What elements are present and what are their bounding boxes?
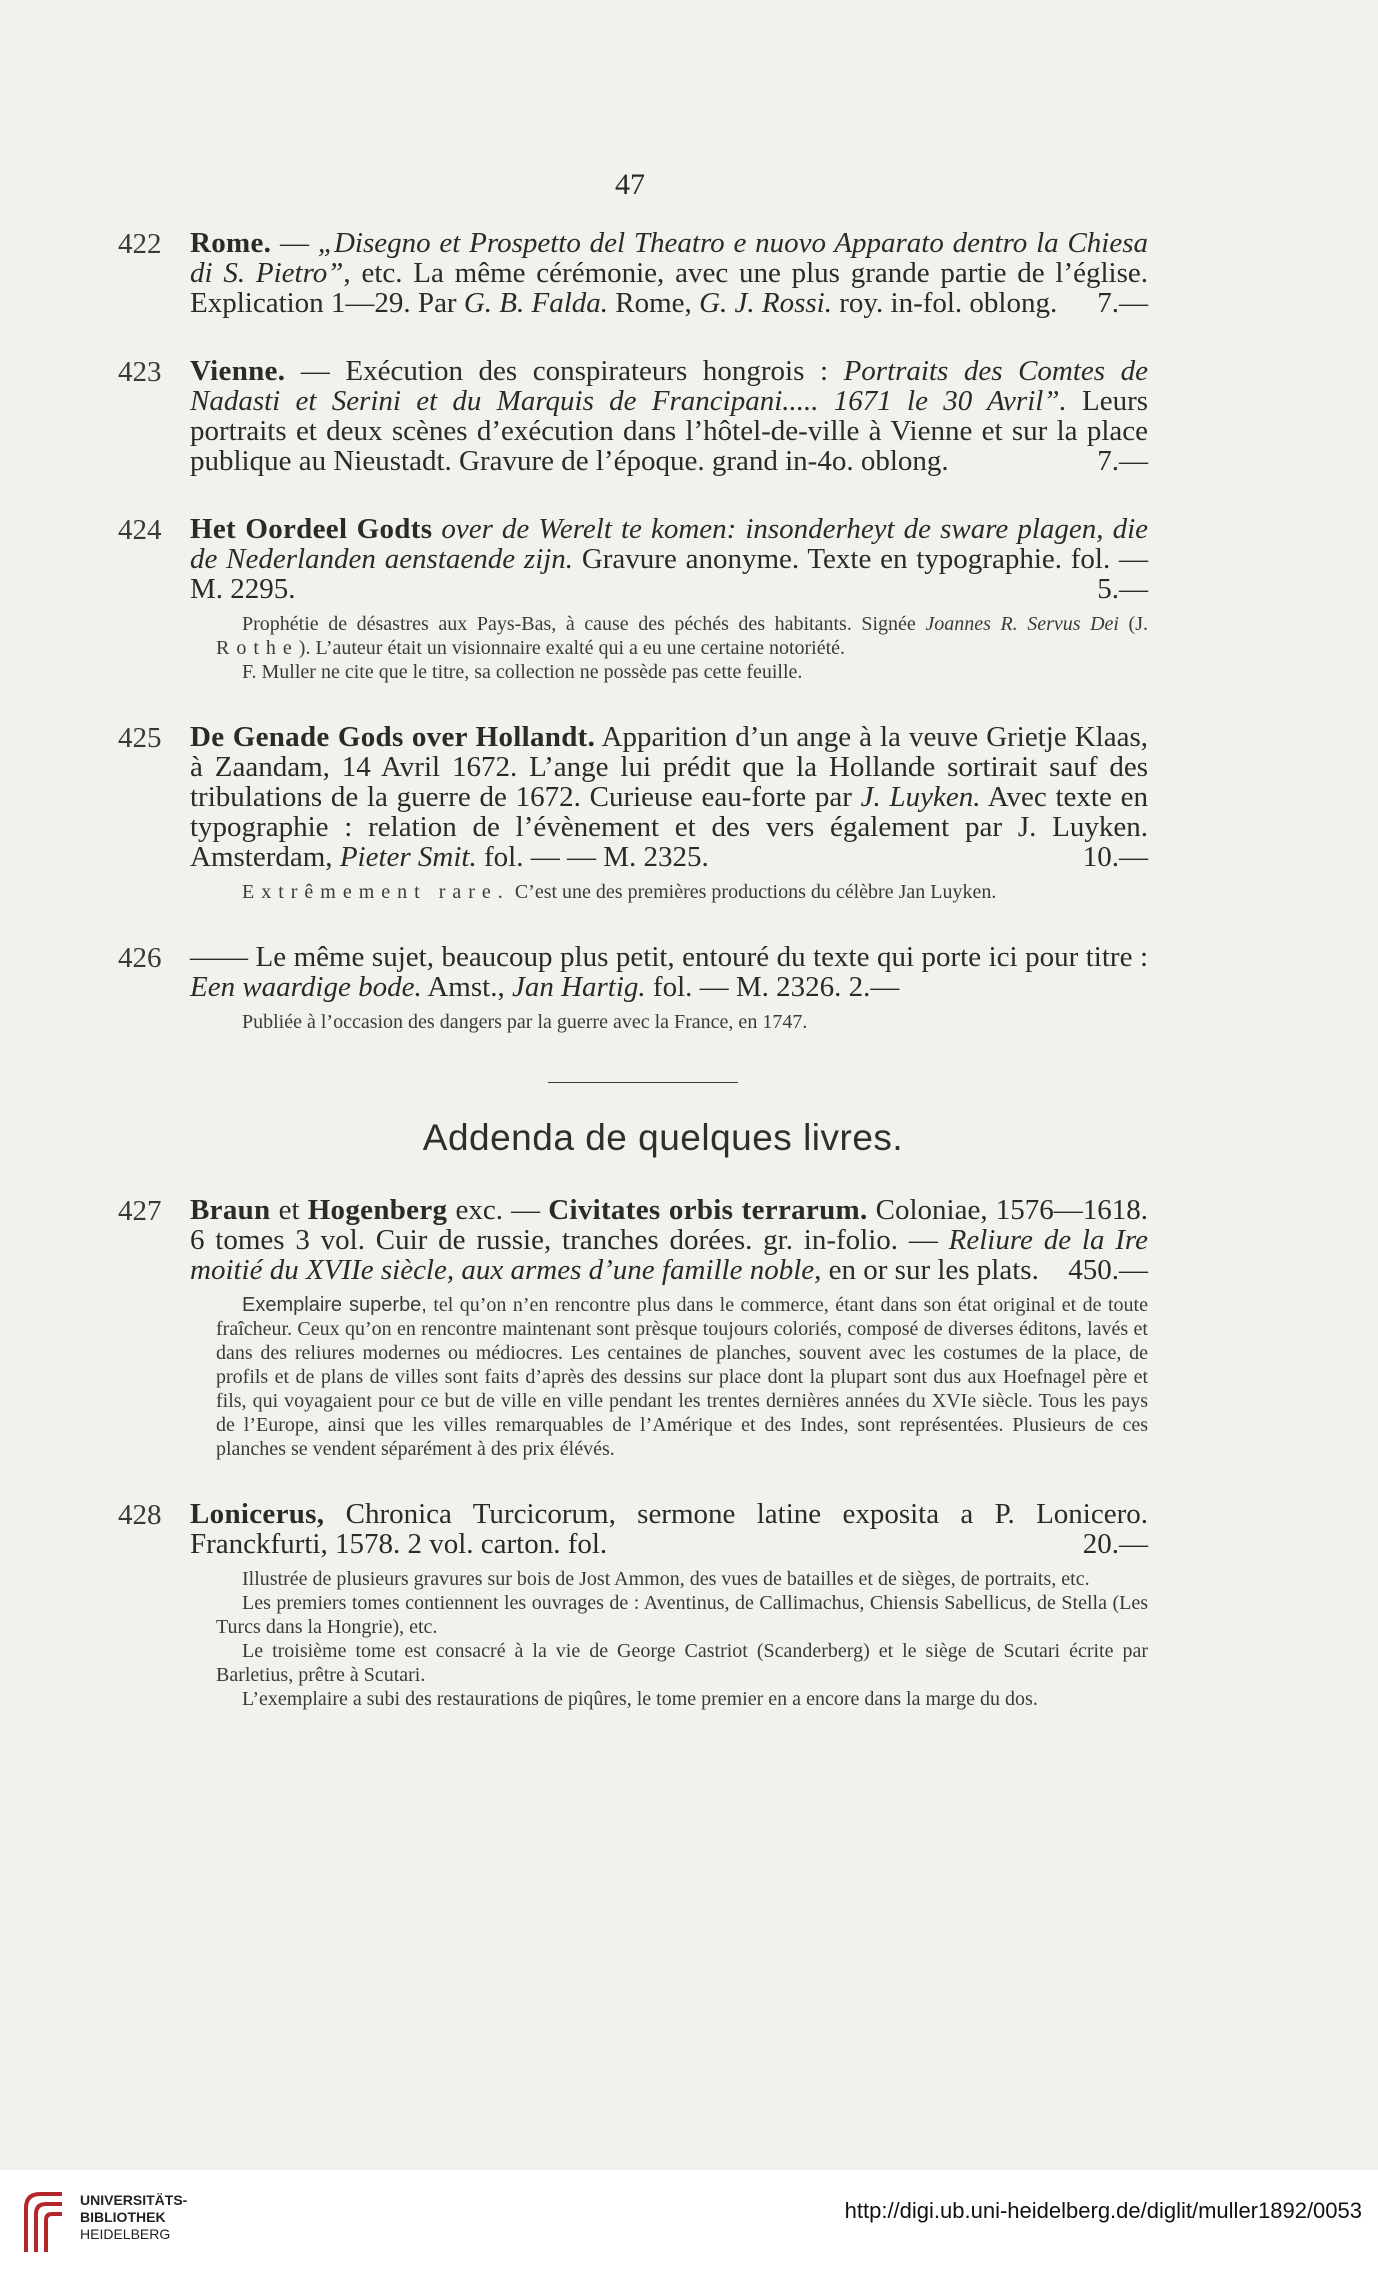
text-run: Jan Hartig. <box>511 971 646 1003</box>
text-run: fol. — — M. 2325. <box>476 841 709 873</box>
entry-price: 450.— <box>1068 1254 1148 1286</box>
text-run: Vienne. <box>190 355 286 387</box>
entry-number: 422 <box>118 228 162 260</box>
catalogue-entries <box>118 228 1148 1034</box>
footer-bar <box>0 2170 1378 2270</box>
text-run: fol. — M. 2326. 2.— <box>645 971 900 1003</box>
text-run: — <box>271 227 318 259</box>
text-run: Portraits des Comtes de Nadasti et Serini et du Marquis de Francipani..... 1671 le 30 Avril”. <box>190 355 1148 417</box>
text-run: , etc. La même cérémonie, avec une plus grande partie de l’église. Explication 1—29. Par <box>190 257 1148 319</box>
entry-number: 424 <box>118 514 162 546</box>
text-run: L’exemplaire a subi des restaurations de piqûres, le tome premier en a encore dans la marge du dos. <box>242 1688 1038 1710</box>
text-run: Rome. <box>190 227 272 259</box>
section-divider <box>548 1082 738 1083</box>
entry-price: 7.— <box>1097 287 1148 319</box>
note-paragraph <box>216 612 1148 660</box>
catalogue-entry <box>118 356 1148 476</box>
text-run: Exemplaire superbe, <box>242 1294 427 1316</box>
text-run: Joannes R. Servus Dei <box>925 613 1119 635</box>
entry-description <box>190 1195 1148 1285</box>
text-run: Het Oordeel Godts <box>190 513 433 545</box>
entry-note <box>216 880 1148 904</box>
source-url-link[interactable]: http://digi.ub.uni-heidelberg.de/diglit/muller1892/0053 <box>844 2198 1362 2223</box>
note-paragraph <box>216 660 1148 684</box>
library-name-line: UNIVERSITÄTS- <box>80 2192 188 2208</box>
entry-price: 7.— <box>1097 445 1148 477</box>
text-run: — Exécution des conspirateurs hongrois : <box>285 355 844 387</box>
entry-number: 426 <box>118 942 162 974</box>
text-run: exc. — <box>447 1194 549 1226</box>
catalogue-entry <box>118 942 1148 1034</box>
catalogue-entry <box>118 1195 1148 1461</box>
note-paragraph <box>216 1687 1148 1711</box>
text-run: F. Muller ne cite que le titre, sa collection ne possède pas cette feuille. <box>242 661 803 683</box>
entry-description <box>190 356 1148 476</box>
text-run: over de Werelt te komen: insonderheyt de sware plagen, die de Nederlanden aenstaende zijn. <box>190 513 1149 575</box>
text-run: Les premiers tomes contiennent les ouvrages de : Aventinus, de Callimachus, Chiensis Sabellicus, de Stella (Les Turcs dans la Hongrie), etc. <box>216 1592 1148 1638</box>
text-run: Leurs portraits et deux scènes d’exécution dans l’hôtel-de-ville à Vienne et sur la place publique au Nieustadt. Gravure de l’époque. grand in-4o. oblong. <box>190 385 1149 477</box>
text-run: Extrêmement rare. <box>242 881 510 903</box>
library-name-line: HEIDELBERG <box>80 2226 171 2242</box>
entry-note <box>216 1010 1148 1034</box>
text-run: C’est une des premières productions du célèbre Jan Luyken. <box>509 881 997 903</box>
catalogue-entry <box>118 228 1148 318</box>
entry-price: 10.— <box>1082 841 1148 873</box>
library-name-line: BIBLIOTHEK <box>80 2209 166 2225</box>
text-run <box>432 513 441 545</box>
section-title: Addenda de quelques livres. <box>422 1117 904 1158</box>
text-run: roy. in-fol. oblong. <box>831 287 1058 319</box>
addenda-entries <box>118 1195 1148 1711</box>
text-run: Apparition d’un ange à la veuve Grietje Klaas, à Zaandam, 14 Avril 1672. L’ange lui prédit que la Hollande sortirait sauf des tribulations de la guerre de 1672. Curieuse eau-forte par <box>190 721 1148 813</box>
note-paragraph <box>216 1567 1148 1591</box>
text-run: Braun <box>190 1194 271 1226</box>
text-run: en or sur les plats. <box>821 1254 1039 1286</box>
text-run: Rothe <box>216 637 299 659</box>
text-run: Pieter Smit. <box>339 841 477 873</box>
entry-note <box>216 1567 1148 1711</box>
entry-price: 5.— <box>1097 573 1148 605</box>
text-run: Le troisième tome est consacré à la vie de George Castriot (Scanderberg) et le siège de Scutari écrite par Barletius, prêtre à Scutari. <box>216 1640 1148 1686</box>
text-run: (J. <box>1119 613 1148 635</box>
text-run: Amst., <box>421 971 512 1003</box>
entry-description <box>190 1499 1148 1559</box>
page-number: 47 <box>615 168 645 201</box>
text-run: „Disegno et Prospetto del Theatro e nuovo Apparato dentro la Chiesa di S. Pietro” <box>190 227 1148 289</box>
text-run: ). L’auteur était un visionnaire exalté qui a eu une certaine notoriété. <box>298 637 846 659</box>
text-run: Een waardige bode. <box>190 971 422 1003</box>
note-paragraph <box>216 880 1148 904</box>
text-run: Lonicerus, <box>190 1498 325 1530</box>
entry-note <box>216 1293 1148 1461</box>
text-run: Illustrée de plusieurs gravures sur bois de Jost Ammon, des vues de batailles et de sièges, de portraits, etc. <box>242 1568 1090 1590</box>
entry-description <box>190 228 1148 318</box>
text-run: tel qu’on n’en rencontre plus dans le commerce, étant dans son état original et de toute fraîcheur. Ceux qu’on en rencontre maintenant sont prèsque toujours coloriés, composé de diverses éditons, lavés et dans des reliures modernes ou médiocres. Les centaines de planches, souvent avec les costumes de la place, de profils et de plans de villes sont faits d’après des dessins sur place dont la plupart sont dus aux Hoefnagel père et fils, qui voyagaient pour ce but de ville en ville pendant les trentes dernières années du XVIe siècle. Tous les pays de l’Europe, ainsi que les villes remarquables de l’Amérique et des Indes, sont représentées. Plusieurs de ces planches se vendent séparément à des prix élévés. <box>216 1294 1148 1460</box>
catalogue-entry <box>118 1499 1148 1711</box>
text-run: G. J. Rossi. <box>699 287 832 319</box>
entry-description <box>190 722 1148 872</box>
entry-number: 425 <box>118 722 162 754</box>
text-run: Civitates orbis terrarum. <box>548 1194 868 1226</box>
entry-description <box>190 514 1148 604</box>
text-run: Coloniae, 1576—1618. 6 tomes 3 vol. Cuir de russie, tranches dorées. gr. in-folio. — <box>190 1194 1148 1256</box>
note-paragraph <box>216 1293 1148 1461</box>
catalogue-entry <box>118 514 1148 684</box>
catalogue-content <box>118 228 1148 1749</box>
note-paragraph <box>216 1591 1148 1639</box>
text-run: Hogenberg <box>307 1194 448 1226</box>
library-logo-icon <box>16 2186 72 2256</box>
text-run: Gravure anonyme. Texte en typographie. fol. — M. 2295. <box>190 543 1148 605</box>
text-run: Publiée à l’occasion des dangers par la guerre avec la France, en 1747. <box>242 1011 808 1033</box>
text-run: G. B. Falda. <box>463 287 609 319</box>
text-run: Avec texte en typographie : relation de l’évènement et des vers également par J. Luyken. Amsterdam, <box>190 781 1148 873</box>
text-run: Reliure de la Ire moitié du XVIIe siècle, aux armes d’une famille noble, <box>190 1224 1148 1286</box>
note-paragraph <box>216 1639 1148 1687</box>
entry-price: 20.— <box>1082 1528 1148 1560</box>
note-paragraph <box>216 1010 1148 1034</box>
text-run: —— Le même sujet, beaucoup plus petit, entouré du texte qui porte ici pour titre : <box>190 941 1148 973</box>
text-run: Chronica Turcicorum, sermone latine exposita a P. Lonicero. Franckfurti, 1578. 2 vol. carton. fol. <box>190 1498 1148 1560</box>
text-run: Rome, <box>608 287 700 319</box>
text-run: Prophétie de désastres aux Pays-Bas, à cause des péchés des habitants. Signée <box>242 613 926 635</box>
entry-number: 427 <box>118 1195 162 1227</box>
catalogue-entry <box>118 722 1148 904</box>
entry-note <box>216 612 1148 684</box>
text-run: De Genade Gods over Hollandt. <box>190 721 596 753</box>
entry-description <box>190 942 1148 1002</box>
entry-number: 428 <box>118 1499 162 1531</box>
text-run: et <box>270 1194 308 1226</box>
entry-number: 423 <box>118 356 162 388</box>
library-name <box>80 2192 187 2243</box>
text-run: J. Luyken. <box>860 781 981 813</box>
